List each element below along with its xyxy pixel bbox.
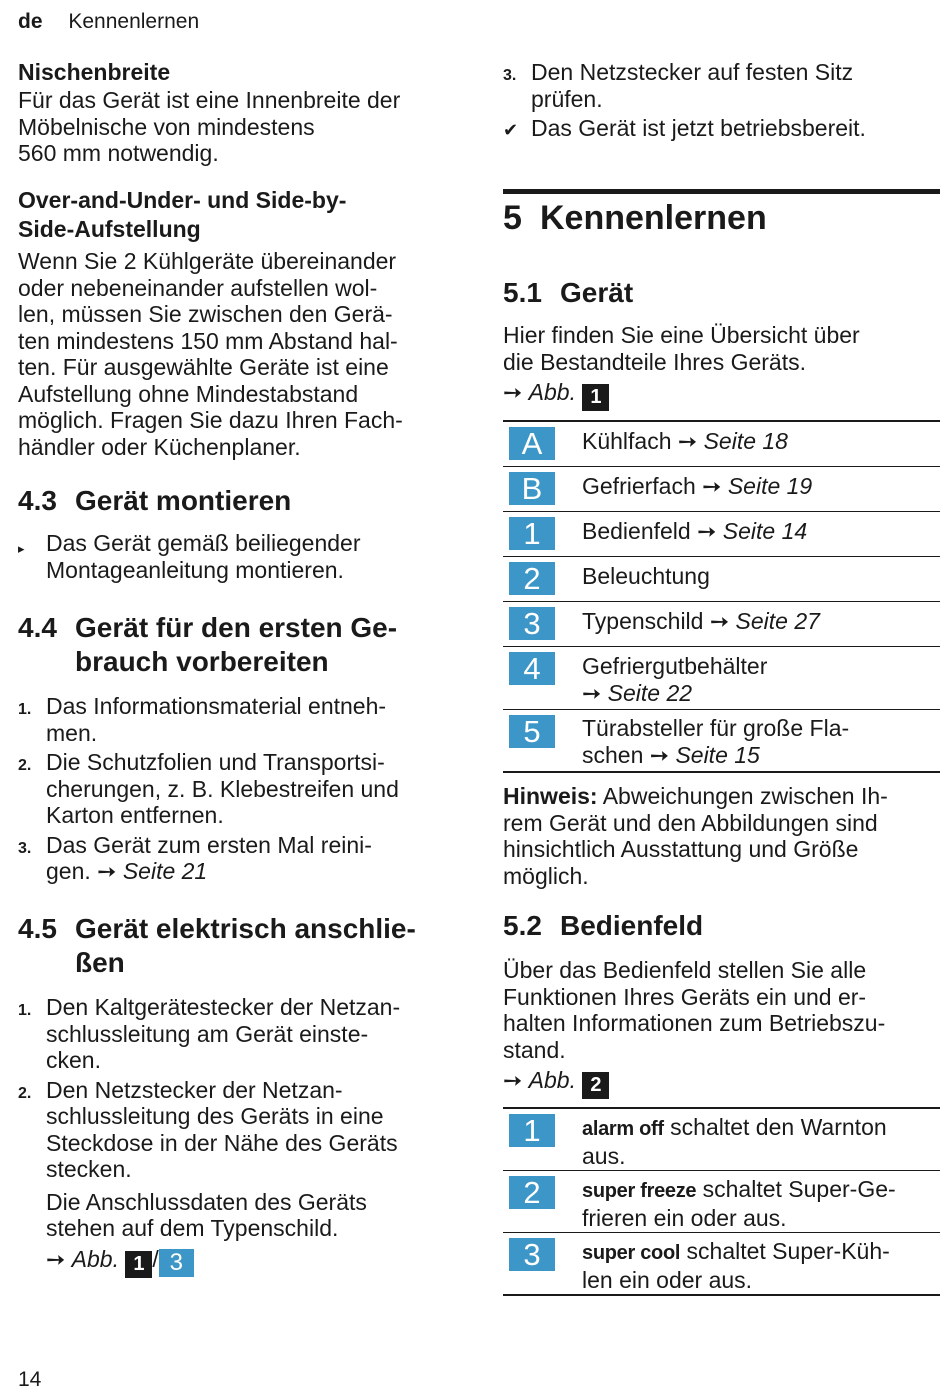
item-label: Kühlfach [582,428,672,454]
control-description-continued: len ein oder aus. [582,1266,753,1293]
heading-line: Side-Aufstellung [18,216,201,242]
row-text [582,1238,940,1293]
row-text [582,1114,940,1169]
separator: / [152,1245,159,1272]
figure-reference [46,1246,463,1278]
row-text [582,473,940,500]
figure-label: Abb. [528,1067,576,1093]
arrow-right-icon: ➙ [503,379,523,405]
chapter-5-heading [503,198,940,238]
nischenbreite-section [18,58,463,167]
text-line [582,1238,940,1267]
item-label-continued: schen [582,741,644,768]
hint-label: Hinweis: [503,783,598,809]
hint-note [503,783,940,889]
text-line [582,1176,940,1205]
table-row [503,1109,940,1171]
item-label: Türabsteller für große Fla- [582,715,850,741]
heading-line: Over-and-Under- und Side-by- [18,187,347,213]
section-5-1-heading [503,276,940,310]
item-label: Gefrierfach [582,473,696,499]
list-item [18,832,463,885]
section-5-2-intro [503,957,940,1099]
table-row [503,710,940,773]
arrow-right-icon: ➙ [582,679,602,706]
text-line: cherungen, z. B. Klebestreifen und [46,775,399,802]
text-line: Hier finden Sie eine Übersicht über [503,322,860,348]
text-line [582,1114,940,1143]
table-row [503,647,940,710]
text-line: hinsichtlich Ausstattung und Größe [503,836,859,862]
text-line: Steckdose in der Nähe des Geräts [46,1129,398,1156]
figure-number-badge: 2 [582,1072,609,1099]
aufstellung-heading [18,186,463,244]
section-title-continued: brauch vorbereiten [75,646,329,677]
text-line: stehen auf dem Typenschild. [46,1215,339,1241]
table-row [503,512,940,557]
text-line: Das Gerät ist jetzt betriebsbereit. [531,115,866,141]
text-line [582,742,940,769]
running-header [18,10,199,34]
table-row [503,1233,940,1296]
text-line: Die Anschlussdaten des Geräts [46,1188,367,1215]
list-item [503,59,940,112]
figure-number-badge: 1 [582,384,609,411]
section-title: Gerät montieren [75,485,292,516]
nischenbreite-heading: Nischenbreite [18,59,171,85]
chapter-title: Kennenlernen [540,199,767,237]
table-row [503,422,940,467]
arrow-right-icon: ➙ [697,518,717,544]
page-number: 14 [18,1368,42,1391]
checkmark-icon: ✔ [503,120,519,140]
chapter-rule [503,189,940,194]
arrow-right-icon: ➙ [97,858,117,884]
text-line: Karton entfernen. [46,802,224,828]
figure-reference [503,1067,940,1099]
arrow-right-icon: ➙ [46,1245,66,1272]
text-line: Das Informationsmaterial entneh- [46,693,387,719]
item-badge: 2 [509,562,555,595]
nischenbreite-text [18,87,463,167]
page-reference-link[interactable]: Seite 19 [727,473,813,499]
row-text [582,518,940,545]
text-line: Das Gerät gemäß beiliegender [46,530,361,556]
arrow-right-icon: ➙ [702,473,722,499]
aufstellung-text [18,248,463,460]
text-line: Funktionen Ihres Geräts ein und er- [503,983,867,1010]
step-number: 1. [18,701,32,718]
text-fragment: gen. [46,858,91,884]
control-name: super cool [582,1242,681,1264]
section-4-5 [18,912,463,1278]
item-badge: 5 [509,715,555,748]
text-line: die Bestandteile Ihres Geräts. [503,348,806,375]
text-line: len, müssen Sie zwischen den Gerä- [18,301,393,327]
steps-list [18,994,463,1278]
control-description: schaltet Super-Küh- [686,1238,890,1264]
table-row [503,602,940,647]
section-5-1 [503,276,940,411]
page-reference-link[interactable]: Seite 21 [122,858,208,884]
control-name: alarm off [582,1118,664,1140]
arrow-right-icon: ➙ [649,741,670,768]
text-line: Möbelnische von mindestens [18,113,315,140]
control-name: super freeze [582,1180,697,1202]
step-number: 2. [18,1084,32,1102]
hint-text: Abweichungen zwischen Ih- [602,783,888,809]
item-badge: 1 [509,1114,555,1147]
list-item [18,994,463,1074]
item-badge: 3 [509,1238,555,1271]
section-title: Bedienfeld [560,910,704,941]
text-line: men. [46,719,98,746]
row-text [582,653,940,706]
section-title: Gerät [560,277,634,308]
list-item [18,693,463,746]
page-reference-link[interactable]: Seite 22 [607,679,693,706]
control-description-continued: aus. [582,1142,626,1169]
figure-label: Abb. [71,1245,119,1272]
table-row [503,1171,940,1233]
item-badge: 3 [509,607,555,640]
text-line: oder nebeneinander aufstellen wol- [18,274,378,301]
section-title: Gerät elektrisch anschlie- [75,913,416,944]
list-item [18,749,463,829]
step-number: 1. [18,1002,32,1019]
section-4-5-continued [503,59,940,142]
item-badge: B [509,472,555,505]
control-description-continued: frieren ein oder aus. [582,1204,787,1231]
text-line: Wenn Sie 2 Kühlgeräte übereinander [18,248,397,274]
row-text [582,1176,940,1231]
aufstellung-section [18,186,463,460]
arrow-right-icon: ➙ [503,1067,523,1093]
text-line: Den Netzstecker auf festen Sitz [531,59,854,85]
text-line: Den Netzstecker der Netzan- [46,1076,343,1103]
section-number: 4.4 [18,612,57,643]
section-4-4-heading [18,611,463,679]
item-label: Beleuchtung [582,563,710,589]
figure-number-badge: 1 [125,1251,152,1278]
section-number: 5.2 [503,910,542,941]
text-line: Das Gerät zum ersten Mal reini- [46,831,372,858]
step-number: 2. [18,757,32,774]
language-code: de [18,10,43,33]
item-badge: 4 [509,652,555,685]
text-line [46,858,463,885]
text-line: Den Kaltgerätestecker der Netzan- [46,994,401,1020]
list-item [18,1077,463,1278]
item-number-badge: 3 [159,1249,194,1277]
section-5-1-intro [503,322,940,411]
text-line: händler oder Küchenplaner. [18,433,301,460]
result-item [503,115,940,142]
item-label: Typenschild [582,608,704,634]
text-line: schlussleitung des Geräts in eine [46,1103,384,1129]
control-description: schaltet Super-Ge- [702,1176,896,1202]
text-line: schlussleitung am Gerät einste- [46,1020,369,1047]
table-row [503,557,940,602]
figure-label: Abb. [528,379,576,405]
arrow-right-icon: ➙ [709,608,730,634]
text-line: Für das Gerät ist eine Innenbreite der [18,87,401,113]
section-number: 4.3 [18,485,57,516]
control-description: schaltet den Warnton [670,1114,887,1140]
section-4-3-heading [18,484,463,518]
text-line [503,783,940,810]
row-text [582,563,940,590]
page-reference-link[interactable]: Seite 18 [703,428,788,454]
page-reference-link[interactable]: Seite 27 [735,608,820,634]
parts-table [503,420,940,773]
text-line: halten Informationen zum Betriebszu- [503,1010,886,1036]
text-line: Montageanleitung montieren. [46,556,344,583]
section-4-3 [18,484,463,583]
steps-list [18,693,463,885]
section-4-4 [18,611,463,885]
table-row [503,467,940,512]
bullet-item [18,530,463,583]
section-number: 4.5 [18,913,57,944]
item-badge: A [509,427,555,460]
row-text [582,715,940,768]
text-line: ten. Für ausgewählte Geräte ist eine [18,354,389,380]
section-title-continued: ßen [75,947,125,978]
text-line: Die Schutzfolien und Transportsi- [46,749,385,775]
item-label: Bedienfeld [582,518,691,544]
row-text [582,608,940,635]
item-badge: 1 [509,517,555,550]
controls-table [503,1107,940,1296]
arrow-right-icon: ➙ [677,428,698,454]
step-number: 3. [503,67,517,84]
section-number: 5.1 [503,277,542,308]
section-4-5-heading [18,912,463,980]
section-5-2 [503,909,940,1099]
text-line: Über das Bedienfeld stellen Sie alle [503,957,867,983]
text-line: stecken. [46,1156,132,1182]
chapter-number: 5 [503,199,522,237]
text-line: möglich. Fragen Sie dazu Ihren Fach- [18,407,403,433]
text-line: Aufstellung ohne Mindestabstand [18,380,359,407]
row-text [582,428,940,455]
text-line: ten mindestens 150 mm Abstand hal- [18,327,398,354]
section-title: Gerät für den ersten Ge- [75,612,398,643]
item-label: Gefriergutbehälter [582,653,768,679]
section-5-2-heading [503,909,940,943]
text-line [582,680,940,707]
text-line: 560 mm notwendig. [18,140,219,166]
text-line: möglich. [503,862,589,889]
text-line: rem Gerät und den Abbildungen sind [503,809,878,836]
item-badge: 2 [509,1176,555,1209]
text-line: stand. [503,1036,566,1063]
text-line: cken. [46,1047,101,1073]
figure-reference [503,379,940,411]
page-reference-link[interactable]: Seite 15 [675,741,760,768]
text-line: prüfen. [531,85,603,112]
page-reference-link[interactable]: Seite 14 [722,518,808,544]
triangle-bullet-icon: ▸ [18,541,25,556]
running-header-section: Kennenlernen [68,10,200,33]
step-number: 3. [18,839,32,857]
